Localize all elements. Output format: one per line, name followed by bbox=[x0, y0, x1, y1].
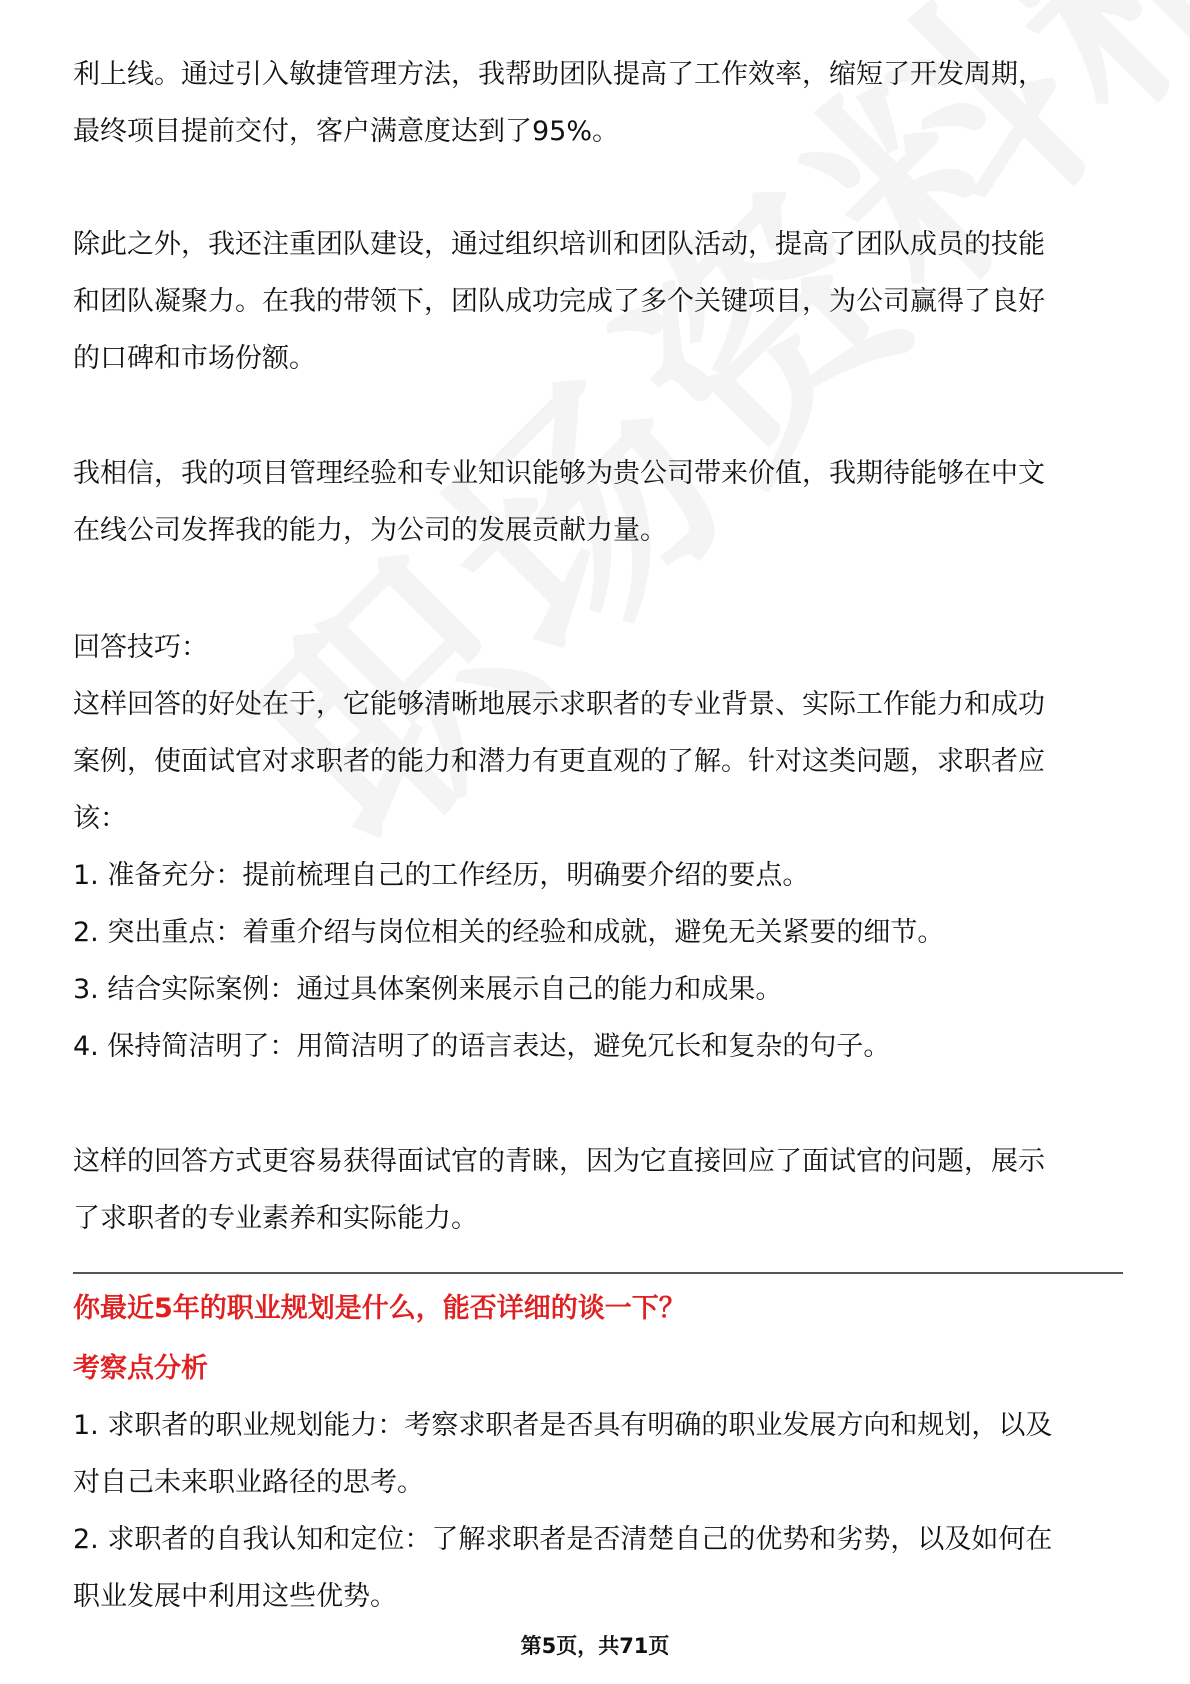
list-item: 4. 保持简洁明了：用简洁明了的语言表达，避免冗长和复杂的句子。 bbox=[73, 1031, 891, 1062]
question-title: 你最近5年的职业规划是什么，能否详细的谈一下？ bbox=[73, 1293, 686, 1324]
analysis-point: 2. 求职者的自我认知和定位：了解求职者是否清楚自己的优势和劣势，以及如何在 职业发展中利用这些优势。 bbox=[73, 1524, 1053, 1612]
document-body bbox=[73, 46, 1123, 1625]
tips-heading: 回答技巧： bbox=[73, 632, 208, 663]
tips-intro: 这样回答的好处在于，它能够清晰地展示求职者的专业背景、实际工作能力和成功 案例，使面试官对求职者的能力和潜力有更直观的了解。针对这类问题，求职者应 该： bbox=[73, 689, 1045, 834]
list-item: 2. 突出重点：着重介绍与岗位相关的经验和成就，避免无关紧要的细节。 bbox=[73, 917, 945, 948]
analysis-heading: 考察点分析 bbox=[73, 1353, 208, 1384]
paragraph-team-building: 除此之外，我还注重团队建设，通过组织培训和团队活动，提高了团队成员的技能 和团队凝聚力。在我的带领下，团队成功完成了多个关键项目，为公司赢得了良好 的口碑和市场份额。 bbox=[73, 229, 1045, 374]
list-item: 1. 准备充分：提前梳理自己的工作经历，明确要介绍的要点。 bbox=[73, 860, 810, 891]
section-divider bbox=[73, 1272, 1123, 1274]
tips-list bbox=[73, 847, 1123, 1075]
tips-conclusion: 这样的回答方式更容易获得面试官的青睐，因为它直接回应了面试官的问题，展示 了求职者的专业素养和实际能力。 bbox=[73, 1146, 1045, 1234]
list-item: 3. 结合实际案例：通过具体案例来展示自己的能力和成果。 bbox=[73, 974, 783, 1005]
analysis-point: 1. 求职者的职业规划能力：考察求职者是否具有明确的职业发展方向和规划，以及 对自己未来职业路径的思考。 bbox=[73, 1410, 1053, 1498]
page-number: 第5页，共71页 bbox=[520, 1634, 670, 1658]
paragraph-closing-statement: 我相信，我的项目管理经验和专业知识能够为贵公司带来价值，我期待能够在中文 在线公司发挥我的能力，为公司的发展贡献力量。 bbox=[73, 458, 1045, 546]
paragraph-project-result: 利上线。通过引入敏捷管理方法，我帮助团队提高了工作效率，缩短了开发周期， 最终项目提前交付，客户满意度达到了95%。 bbox=[73, 59, 1045, 147]
